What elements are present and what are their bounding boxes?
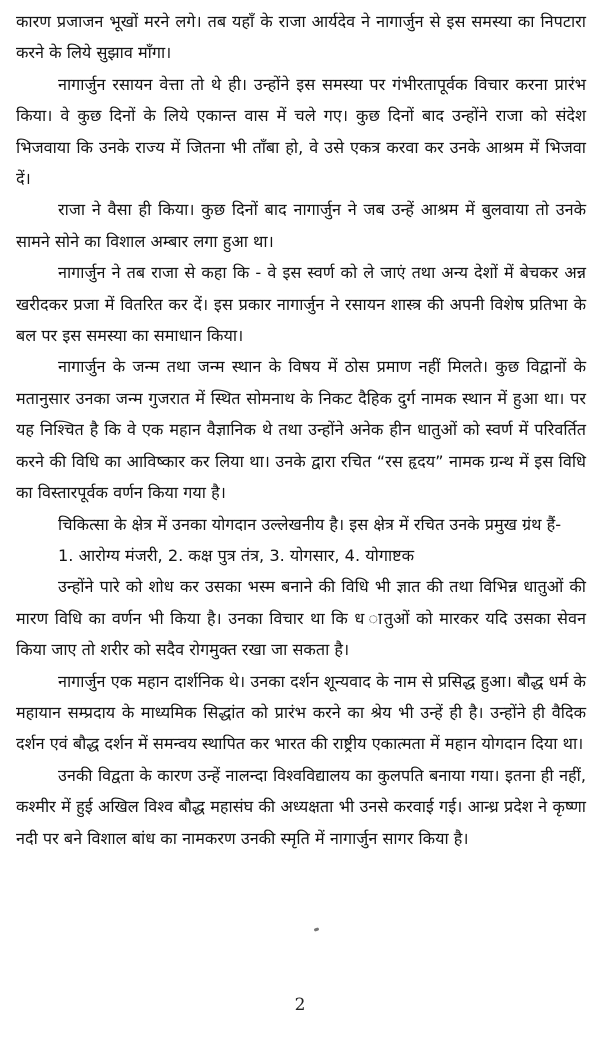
- paragraph-medicine: चिकित्सा के क्षेत्र में उनका योगदान उल्लेखनीय है। इस क्षेत्र में रचित उनके प्रमुख ग्रंथ हैं-: [58, 514, 562, 534]
- paragraph-nalanda: उनकी विद्वता के कारण उन्हें नालन्दा विश्वविद्यालय का कुलपति बनाया गया। इतना ही नहीं, कश्मीर में हुई अखिल विश्व बौद्ध महासंघ की अध्यक्षता भी उनसे करवाई गई। आन्ध्र प्रदेश ने कृष्णा नदी पर बने विशाल बांध का नामकरण उनकी स्मृति में नागार्जुन सागर किया है।: [16, 765, 586, 848]
- paragraph-rasayan: नागार्जुन रसायन वेत्ता तो थे ही। उन्होंने इस समस्या पर गंभीरतापूर्वक विचार करना प्रारंभ किया। वे कुछ दिनों के लिये एकान्त वास में चले गए। कुछ दिनों बाद उन्होंने राजा को संदेश भिजवाया कि उनके राज्य में जितना भी ताँबा हो, वे उसे एकत्र करवा कर उनके आश्रम में भिजवा दें।: [16, 74, 586, 189]
- scan-speck: [314, 927, 320, 932]
- paragraph-sell-gold: नागार्जुन ने तब राजा से कहा कि - वे इस स्वर्ण को ले जाएं तथा अन्य देशों में बेचकर अन्न खरीदकर प्रजा में वितरित कर दें। इस प्रकार नागार्जुन ने रसायन शास्त्र की अपनी विशेष प्रतिभा के बल पर इस समस्या का समाधान किया।: [16, 263, 586, 346]
- paragraph-famine: कारण प्रजाजन भूखों मरने लगे। तब यहाँ के राजा आर्यदेव ने नागार्जुन से इस समस्या का निपटारा करने के लिये सुझाव माँगा।: [16, 12, 586, 63]
- paragraph-gold-heap: राजा ने वैसा ही किया। कुछ दिनों बाद नागार्जुन ने जब उन्हें आश्रम में बुलवाया तो उनके सामने सोने का विशाल अम्बार लगा हुआ था।: [16, 200, 586, 251]
- paragraph-philosophy: नागार्जुन एक महान दार्शनिक थे। उनका दर्शन शून्यवाद के नाम से प्रसिद्ध हुआ। बौद्ध धर्म के महायान सम्प्रदाय के माध्यमिक सिद्धांत को प्रारंभ करने का श्रेय भी उन्हें ही है। उन्होंने ही वैदिक दर्शन एवं बौद्ध दर्शन में समन्वय स्थापित कर भारत की राष्ट्रीय एकात्मता में महान योगदान दिया था।: [16, 671, 586, 754]
- page-body: [16, 6, 586, 854]
- paragraph-birth: नागार्जुन के जन्म तथा जन्म स्थान के विषय में ठोस प्रमाण नहीं मिलते। कुछ विद्वानों के मतानुसार उनका जन्म गुजरात में स्थित सोमनाथ के निकट दैहिक दुर्ग नामक स्थान में हुआ था। पर यह निश्चित है कि वे एक महान वैज्ञानिक थे तथा उन्होंने अनेक हीन धातुओं को स्वर्ण में परिवर्तित करने की विधि का आविष्कार कर लिया था। उनके द्वारा रचित “रस हृदय” नामक ग्रन्थ में इस विधि का विस्तारपूर्वक वर्णन किया गया है।: [16, 357, 586, 503]
- book-list: 1. आरोग्य मंजरी, 2. कक्ष पुत्र तंत्र, 3. योगसार, 4. योगाष्टक: [58, 545, 415, 565]
- paragraph-mercury: उन्होंने पारे को शोध कर उसका भस्म बनाने की विधि भी ज्ञात की तथा विभिन्न धातुओं की मारण विधि का वर्णन भी किया है। उनका विचार था कि ध ातुओं को मारकर यदि उसका सेवन किया जाए तो शरीर को सदैव रोगमुक्त रखा जा सकता है।: [16, 577, 586, 660]
- page-number: 2: [294, 995, 306, 1015]
